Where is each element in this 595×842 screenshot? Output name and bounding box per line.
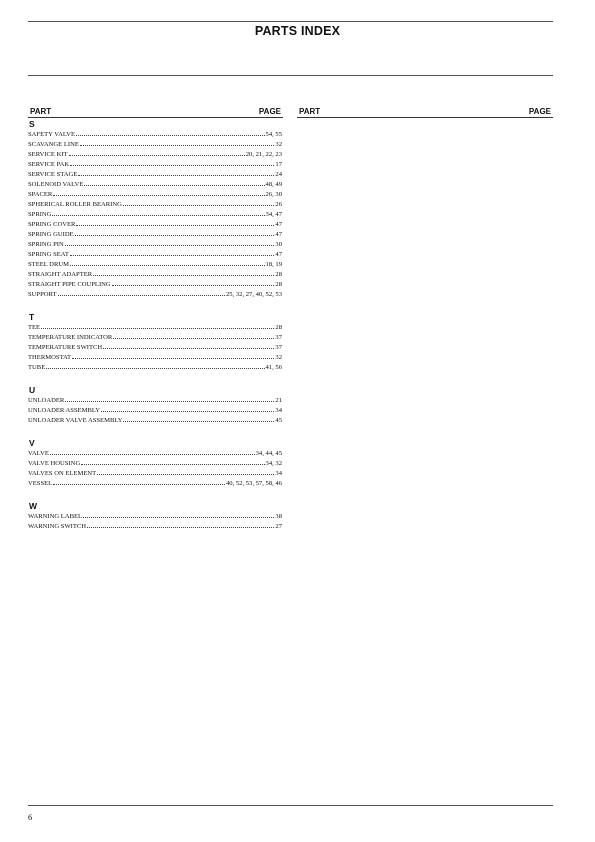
part-name: SPRING COVER — [28, 221, 76, 228]
page-references: 48, 49 — [265, 181, 282, 188]
page-references: 47 — [275, 231, 282, 238]
page-references: 18, 19 — [265, 261, 282, 268]
part-name: SPRING PIN — [28, 241, 64, 248]
index-entry — [28, 229, 282, 239]
page-references: 37 — [275, 344, 282, 351]
index-entry — [28, 239, 282, 249]
page-references: 34, 32 — [265, 460, 282, 467]
index-entry — [28, 169, 282, 179]
part-name: UNLOADER ASSEMBLY — [28, 407, 101, 414]
part-name: STRAIGHT ADAPTER — [28, 271, 93, 278]
dot-leader — [58, 289, 225, 296]
dot-leader — [78, 169, 274, 176]
index-letter-heading: U — [29, 385, 36, 395]
page-references: 34, 44, 45 — [255, 450, 282, 457]
index-entry — [28, 352, 282, 362]
dot-leader — [70, 259, 265, 266]
part-name: TUBE — [28, 364, 46, 371]
index-entry — [28, 279, 282, 289]
index-entry — [28, 139, 282, 149]
dot-leader — [53, 478, 225, 485]
index-entry — [28, 209, 282, 219]
part-name: SERVICE PAK — [28, 161, 70, 168]
page-references: 47 — [275, 221, 282, 228]
part-name: STRAIGHT PIPE COUPLING — [28, 281, 111, 288]
page-references: 45 — [275, 417, 282, 424]
index-entry — [28, 249, 282, 259]
page-references: 41, 56 — [265, 364, 282, 371]
index-entry — [28, 179, 282, 189]
page-references: 38 — [275, 513, 282, 520]
index-letter-heading: W — [29, 501, 38, 511]
part-name: SPRING — [28, 211, 52, 218]
page-references: 21 — [275, 397, 282, 404]
dot-leader — [112, 279, 275, 286]
page-references: 34 — [275, 470, 282, 477]
index-entry — [28, 129, 282, 139]
index-entry — [28, 458, 282, 468]
page-number: 6 — [28, 812, 33, 822]
index-group — [28, 501, 282, 531]
index-entry — [28, 332, 282, 342]
part-name: VALVE HOUSING — [28, 460, 81, 467]
part-name: VALVE — [28, 450, 49, 457]
page-references: 27 — [275, 523, 282, 530]
index-entry — [28, 468, 282, 478]
page-references: 34, 47 — [265, 211, 282, 218]
part-column-label: PART — [299, 107, 321, 116]
page-references: 17 — [275, 161, 282, 168]
dot-leader — [123, 415, 274, 422]
left-column-header — [28, 107, 283, 118]
dot-leader — [97, 468, 274, 475]
index-entry — [28, 259, 282, 269]
part-name: SOLENOID VALVE — [28, 181, 84, 188]
page-references: 30 — [275, 241, 282, 248]
page-title: PARTS INDEX — [254, 24, 341, 38]
index-entry — [28, 199, 282, 209]
dot-leader — [70, 159, 274, 166]
dot-leader — [69, 149, 245, 156]
page-column-label: PAGE — [258, 107, 281, 116]
dot-leader — [93, 269, 274, 276]
part-name: VALVES ON ELEMENT — [28, 470, 97, 477]
page-references: 28 — [275, 324, 282, 331]
part-name: UNLOADER VALVE ASSEMBLY — [28, 417, 123, 424]
page-references: 32 — [275, 141, 282, 148]
dot-leader — [65, 395, 274, 402]
index-entry — [28, 395, 282, 405]
index-entry — [28, 405, 282, 415]
dot-leader — [83, 511, 274, 518]
dot-leader — [123, 199, 275, 206]
index-letter-heading: T — [29, 312, 35, 322]
dot-leader — [101, 405, 274, 412]
page-references: 40, 52, 53, 57, 58, 46 — [225, 480, 282, 487]
page-references: 34 — [275, 407, 282, 414]
dot-leader — [53, 189, 264, 196]
index-entry — [28, 189, 282, 199]
dot-leader — [72, 352, 274, 359]
part-name: WARNING SWITCH — [28, 523, 87, 530]
page-references: 54, 55 — [265, 131, 282, 138]
index-entry — [28, 448, 282, 458]
index-entry — [28, 149, 282, 159]
page-references: 28 — [275, 281, 282, 288]
page-references: 25, 32, 27, 40, 52, 53 — [225, 291, 282, 298]
part-name: TEMPERATURE INDICATOR — [28, 334, 113, 341]
page-references: 26, 30 — [265, 191, 282, 198]
part-name: SPACER — [28, 191, 53, 198]
dot-leader — [65, 239, 275, 246]
index-entry — [28, 289, 282, 299]
dot-leader — [103, 342, 274, 349]
index-entry — [28, 362, 282, 372]
part-name: THERMOSTAT — [28, 354, 72, 361]
index-entry — [28, 219, 282, 229]
page-references: 47 — [275, 251, 282, 258]
dot-leader — [80, 139, 275, 146]
part-name: STEEL DRUM — [28, 261, 69, 268]
part-name: SCAVANGE LINE — [28, 141, 79, 148]
part-name: TEMPERATURE SWITCH — [28, 344, 103, 351]
part-name: SAFETY VALVE — [28, 131, 76, 138]
part-name: SPRING SEAT — [28, 251, 69, 258]
index-letter-heading: V — [29, 438, 35, 448]
index-group — [28, 385, 282, 425]
page-references: 37 — [275, 334, 282, 341]
dot-leader — [41, 322, 274, 329]
index-entry — [28, 521, 282, 531]
dot-leader — [50, 448, 255, 455]
index-entry — [28, 511, 282, 521]
page-references: 26 — [275, 201, 282, 208]
part-name: SERVICE KIT — [28, 151, 68, 158]
dot-leader — [84, 179, 264, 186]
part-name: VESSEL — [28, 480, 53, 487]
part-column-label: PART — [30, 107, 52, 116]
index-entry — [28, 415, 282, 425]
part-name: SPHERICAL ROLLER BEARING — [28, 201, 122, 208]
part-name: WARNING LABEL — [28, 513, 83, 520]
dot-leader — [46, 362, 264, 369]
page-references: 24 — [275, 171, 282, 178]
dot-leader — [52, 209, 264, 216]
page-references: 28 — [275, 271, 282, 278]
index-entry — [28, 478, 282, 488]
dot-leader — [113, 332, 274, 339]
dot-leader — [81, 458, 264, 465]
top-divider — [28, 21, 553, 22]
dot-leader — [70, 249, 275, 256]
index-list — [28, 119, 282, 544]
dot-leader — [75, 229, 275, 236]
index-group — [28, 312, 282, 372]
index-group — [28, 438, 282, 488]
index-entry — [28, 159, 282, 169]
page-references: 32 — [275, 354, 282, 361]
index-letter-heading: S — [29, 119, 35, 129]
page-column-label: PAGE — [528, 107, 551, 116]
index-entry — [28, 322, 282, 332]
part-name: SUPPORT — [28, 291, 57, 298]
part-name: SPRING GUIDE — [28, 231, 74, 238]
index-group — [28, 119, 282, 299]
index-entry — [28, 269, 282, 279]
page-references: 20, 21, 22, 23 — [245, 151, 282, 158]
header-divider — [28, 75, 553, 76]
dot-leader — [76, 219, 274, 226]
footer-divider — [28, 805, 553, 806]
dot-leader — [76, 129, 264, 136]
part-name: TEE — [28, 324, 41, 331]
dot-leader — [87, 521, 274, 528]
part-name: SERVICE STAGE — [28, 171, 78, 178]
part-name: UNLOADER — [28, 397, 65, 404]
right-column-header — [297, 107, 553, 118]
index-entry — [28, 342, 282, 352]
